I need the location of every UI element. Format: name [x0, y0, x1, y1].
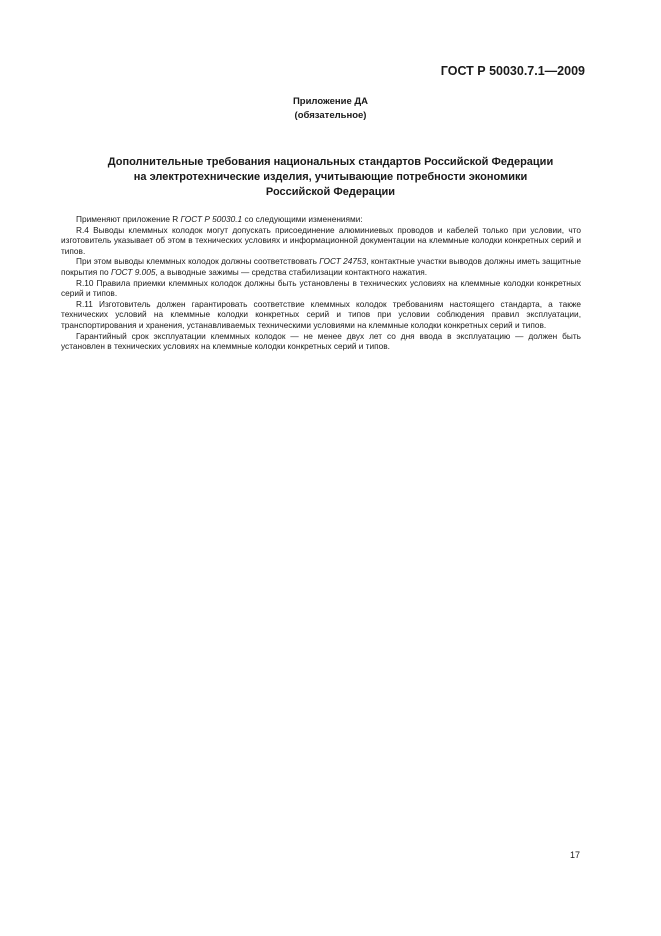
title-line-3: Российской Федерации [265, 186, 396, 198]
appendix-status: (обязательное) [294, 110, 367, 121]
paragraph-r11: R.11 Изготовитель должен гарантировать соответствие клеммных колодок требованиям настоящего стандарта, а также технических условий на клеммные колодки конкретных серий и типов при условии соблюдения правил эксплуатации, транспортирования и хранения, устанавливаемых техническими условиями на клеммные колодки конкретных серий и типов. [61, 298, 581, 330]
appendix-heading [0, 95, 661, 123]
standard-reference: ГОСТ 9.005 [110, 266, 156, 277]
text: Применяют приложение R [76, 214, 181, 224]
text: , контактные участки выводов должны иметь защитные покрытия по [61, 256, 581, 277]
text: со следующими изменениями: [242, 214, 363, 224]
standard-reference: ГОСТ 24753 [319, 256, 367, 267]
paragraph-r10: R.10 Правила приемки клеммных колодок должны быть установлены в технических условиях на клеммные колодки конкретных серий и типов. [61, 277, 581, 299]
appendix-label: Приложение ДА [292, 96, 369, 107]
paragraph-intro [61, 214, 581, 225]
standard-reference: ГОСТ Р 50030.1 [180, 214, 243, 224]
page-title [0, 155, 661, 200]
standard-id-header: ГОСТ Р 50030.7.1—2009 [440, 64, 585, 78]
page-number: 17 [570, 850, 581, 860]
body-text [61, 214, 581, 352]
paragraph-terminals [61, 256, 581, 277]
paragraph-r4: R.4 Выводы клеммных колодок могут допускать присоединение алюминиевых проводов и кабелей только при условии, что изготовитель указывает об этом в технических условиях и информационной документации на клеммные колодки конкретных серий и типов. [61, 224, 581, 256]
text: При этом выводы клеммных колодок должны соответствовать [76, 256, 320, 267]
text: , а выводные зажимы — средства стабилизации контактного нажатия. [155, 266, 428, 277]
title-line-2: на электротехнические изделия, учитывающие потребности экономики [133, 171, 528, 183]
paragraph-warranty: Гарантийный срок эксплуатации клеммных колодок — не менее двух лет со дня ввода в эксплуатацию — должен быть установлен в технических условиях на клеммные колодки конкретных серий и типов. [61, 330, 581, 352]
title-line-1: Дополнительные требования национальных стандартов Российской Федерации [107, 156, 554, 168]
